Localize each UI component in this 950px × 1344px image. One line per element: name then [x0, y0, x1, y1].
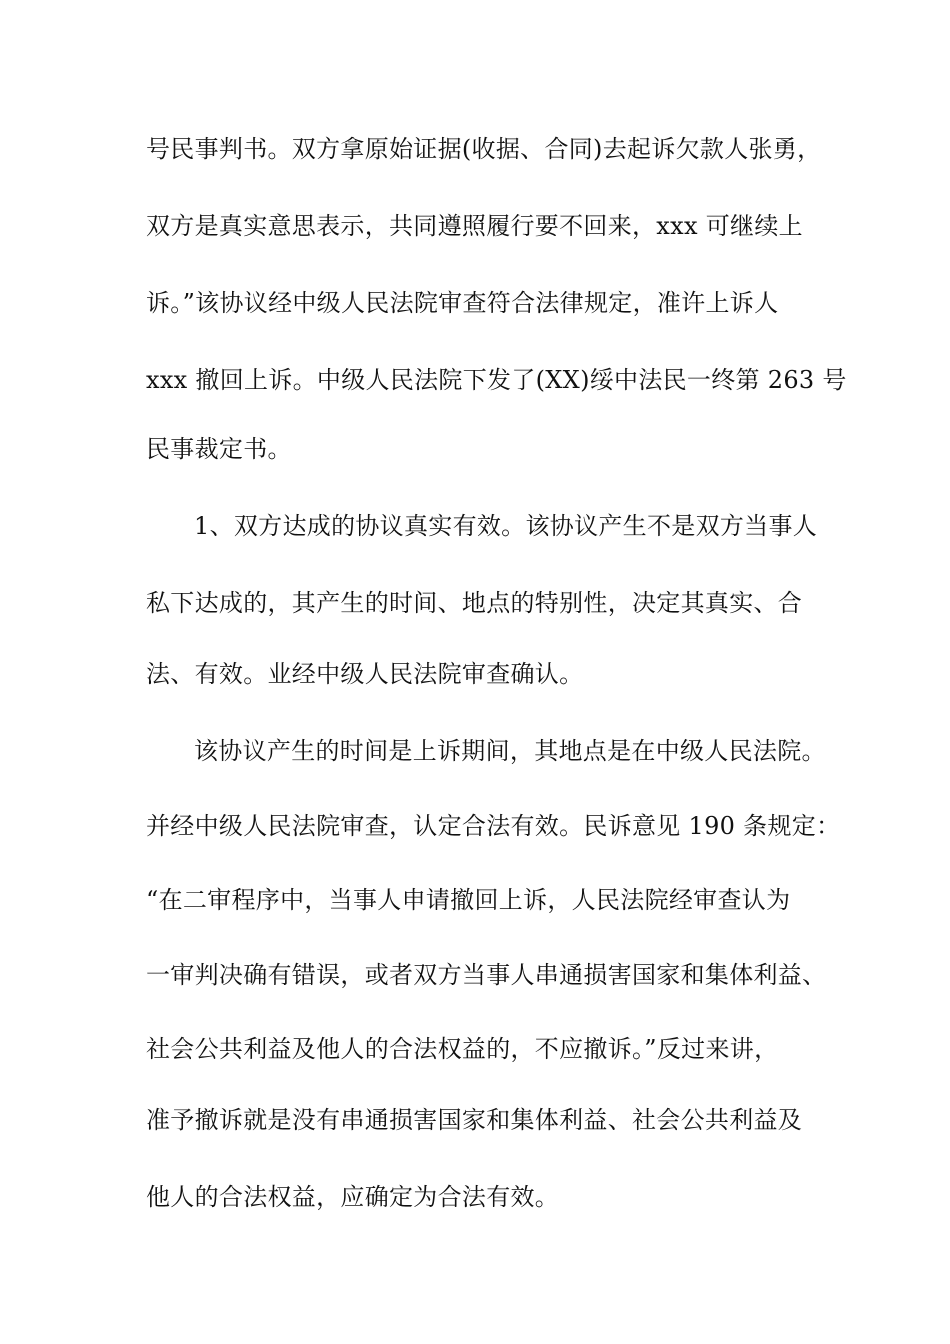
text-line: 他人的合法权益，应确定为合法有效。 — [146, 1183, 560, 1211]
text-line: “在二审程序中，当事人申请撤回上诉，人民法院经审查认为 — [146, 886, 791, 914]
text-line: 法、有效。业经中级人民法院审查确认。 — [146, 660, 584, 688]
text-line: 社会公共利益及他人的合法权益的，不应撤诉。”反过来讲， — [146, 1035, 779, 1063]
text-line: 私下达成的，其产生的时间、地点的特别性，决定其真实、合 — [146, 589, 803, 617]
text-line: 双方是真实意思表示，共同遵照履行要不回来，xxx 可继续上 — [146, 212, 803, 240]
text-line: 一审判决确有错误，或者双方当事人串通损害国家和集体利益、 — [146, 961, 827, 989]
text-line: 民事裁定书。 — [146, 435, 292, 463]
paragraph-start-line: 该协议产生的时间是上诉期间，其地点是在中级人民法院。 — [194, 737, 826, 765]
text-line: 诉。”该协议经中级人民法院审查符合法律规定，准许上诉人 — [146, 289, 779, 317]
paragraph-start-line: 1、双方达成的协议真实有效。该协议产生不是双方当事人 — [194, 512, 818, 540]
text-line: 准予撤诉就是没有串通损害国家和集体利益、社会公共利益及 — [146, 1106, 803, 1134]
text-line: 并经中级人民法院审查，认定合法有效。民诉意见 190 条规定： — [146, 812, 841, 840]
text-line: xxx 撤回上诉。中级人民法院下发了(XX)绥中法民一终第 263 号 — [146, 366, 847, 394]
text-line: 号民事判书。双方拿原始证据(收据、合同)去起诉欠款人张勇， — [146, 135, 822, 163]
